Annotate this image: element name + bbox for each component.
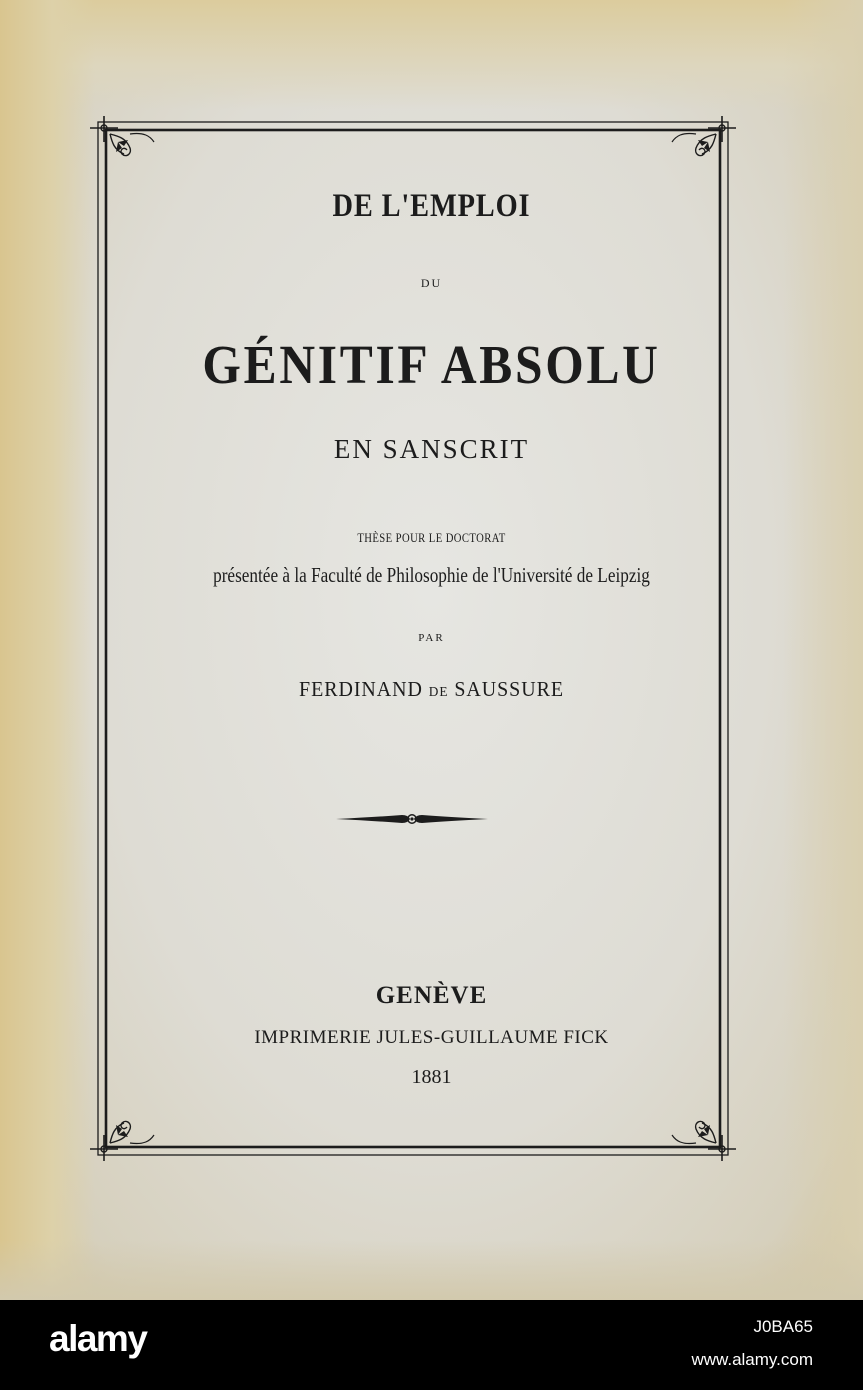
stock-footer-bar [0, 1300, 863, 1390]
main-title: GÉNITIF ABSOLU [202, 334, 661, 395]
title-line-3: EN SANSCRIT [333, 434, 530, 464]
printer-name: IMPRIMERIE JULES-GUILLAUME FICK [254, 1027, 609, 1048]
footer-image-id: J0BA65 [753, 1317, 813, 1336]
thesis-detail: présentée à la Faculté de Philosophie de l'Université de Leipzig [213, 563, 650, 587]
author-first-name: FERDINAND [299, 677, 423, 701]
footer-url: www.alamy.com [691, 1350, 813, 1369]
footer-brand-logo: alamy [49, 1318, 147, 1359]
publication-year: 1881 [411, 1066, 452, 1088]
title-connector: DU [420, 276, 443, 290]
author-particle: DE [428, 685, 449, 700]
author-prefix: PAR [418, 632, 445, 644]
title-line-1: DE L'EMPLOI [332, 188, 531, 224]
thesis-label: THÈSE POUR LE DOCTORAT [357, 530, 506, 545]
author-last-name: SAUSSURE [454, 677, 564, 701]
author-name [22, 677, 842, 702]
publication-city: GENÈVE [375, 982, 488, 1009]
divider-ornament-icon [336, 810, 488, 828]
